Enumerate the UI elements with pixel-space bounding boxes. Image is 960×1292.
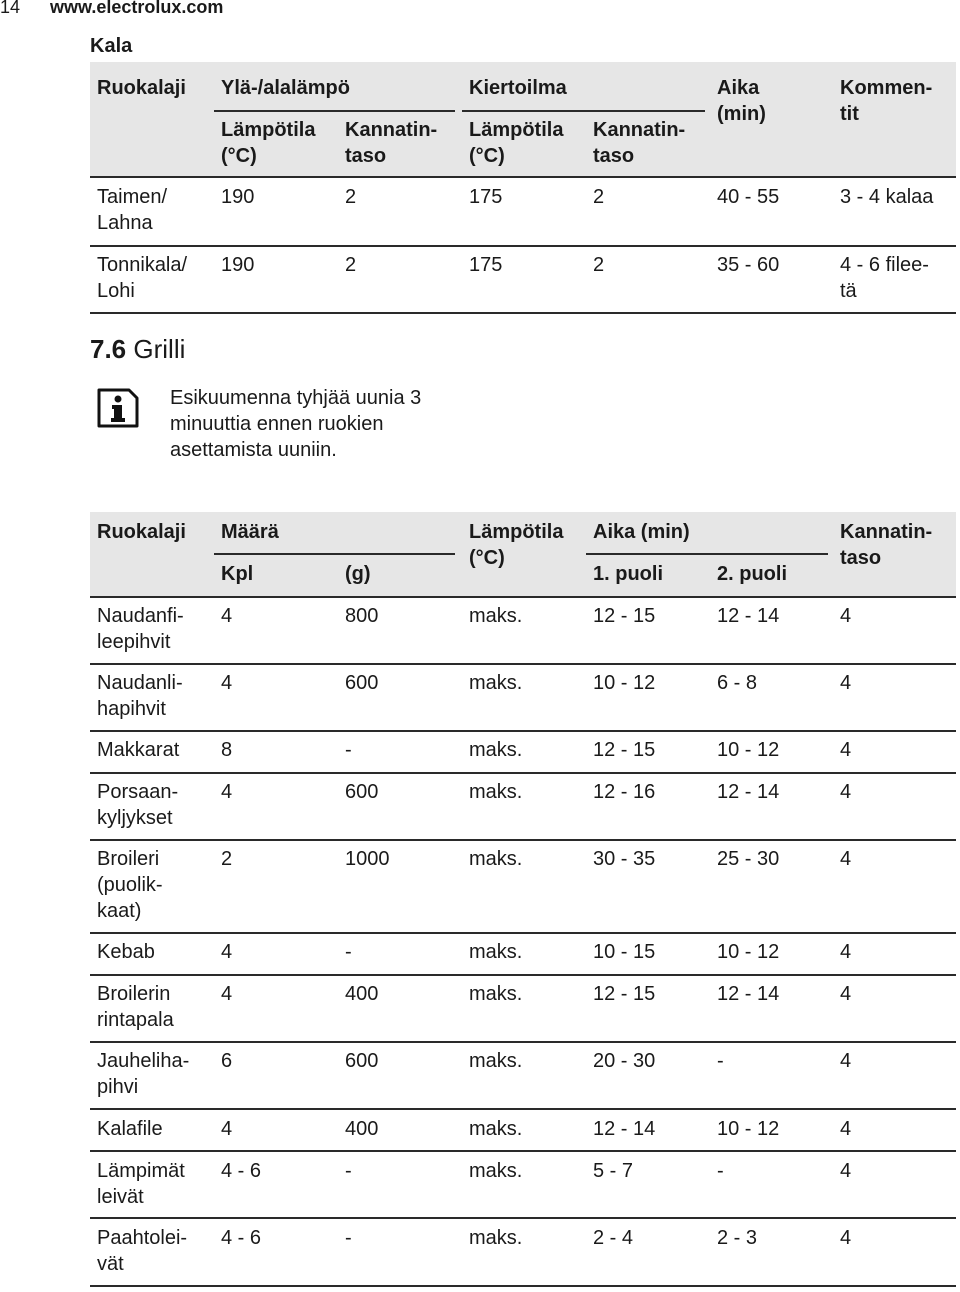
grill-temp: maks. — [469, 1050, 523, 1072]
grill-temp: maks. — [469, 941, 523, 963]
fish-level-conventional: 2 — [345, 186, 357, 208]
col-header-level: taso — [345, 145, 387, 167]
grill-side2-time: 10 - 12 — [717, 739, 780, 761]
grill-food-name: Jauheliha- — [97, 1050, 190, 1072]
grill-side1-time: 20 - 30 — [593, 1050, 656, 1072]
grill-temp: maks. — [469, 1160, 523, 1182]
grill-pcs: 4 — [221, 605, 233, 627]
grill-side1-time: 12 - 15 — [593, 739, 656, 761]
col-header-level: Kannatin- — [593, 119, 686, 141]
grill-side1-time: 12 - 15 — [593, 983, 656, 1005]
grill-side2-time: 12 - 14 — [717, 983, 780, 1005]
grill-temp: maks. — [469, 672, 523, 694]
grill-temp: maks. — [469, 983, 523, 1005]
grill-food-name: Naudanfi- — [97, 605, 184, 627]
grill-pcs: 4 - 6 — [221, 1160, 262, 1182]
grill-pcs: 8 — [221, 739, 233, 761]
grill-grams: 1000 — [345, 848, 390, 870]
col-header-time: Aika (min) — [593, 521, 690, 543]
grill-level: 4 — [840, 1160, 852, 1182]
grill-temp: maks. — [469, 1118, 523, 1140]
col-header-time: Aika — [717, 77, 760, 99]
grill-food-name: Broilerin — [97, 983, 171, 1005]
fish-food-name: Lahna — [97, 212, 153, 234]
col-header-comment: tit — [840, 103, 859, 125]
grill-grams: 600 — [345, 672, 379, 694]
col-header-time: (min) — [717, 103, 766, 125]
grill-side2-time: 2 - 3 — [717, 1227, 758, 1249]
fish-comment: 3 - 4 kalaa — [840, 186, 934, 208]
grill-info-note — [170, 385, 421, 463]
table-rule — [462, 110, 705, 112]
grill-pcs: 4 — [221, 1118, 233, 1140]
table-rule — [214, 110, 455, 112]
grill-side2-time: 12 - 14 — [717, 781, 780, 803]
table-rule — [90, 1217, 956, 1219]
table-rule — [90, 245, 956, 247]
info-icon — [95, 388, 139, 428]
grill-pcs: 4 — [221, 941, 233, 963]
fish-food-name: Lohi — [97, 280, 135, 302]
grill-food-name: leivät — [97, 1186, 144, 1208]
grill-side2-time: 25 - 30 — [717, 848, 780, 870]
grill-food-name: kyljykset — [97, 807, 173, 829]
table-rule — [90, 312, 956, 314]
grill-grams: 400 — [345, 1118, 379, 1140]
grill-pcs: 4 — [221, 983, 233, 1005]
grill-pcs: 2 — [221, 848, 233, 870]
col-header-temp: (°C) — [469, 547, 505, 569]
col-header-amount: Määrä — [221, 521, 279, 543]
fish-temp-conventional: 190 — [221, 254, 255, 276]
grill-level: 4 — [840, 739, 852, 761]
table-rule — [90, 839, 956, 841]
grill-temp: maks. — [469, 848, 523, 870]
grill-food-name: Makkarat — [97, 739, 180, 761]
grill-food-name: (puolik- — [97, 874, 163, 896]
grill-food-name: Kebab — [97, 941, 155, 963]
grill-section-heading — [90, 334, 185, 365]
col-header-temp: Lämpötila — [469, 119, 564, 141]
grill-food-name: vät — [97, 1253, 124, 1275]
col-header-pcs: Kpl — [221, 563, 254, 585]
info-line: minuuttia ennen ruokien — [170, 413, 384, 435]
table-rule — [586, 553, 828, 555]
grill-side1-time: 5 - 7 — [593, 1160, 634, 1182]
fish-time: 40 - 55 — [717, 186, 780, 208]
grill-grams: - — [345, 1227, 352, 1249]
fish-comment: 4 - 6 filee- — [840, 254, 929, 276]
grill-food-name: Kalafile — [97, 1118, 163, 1140]
fish-level-conventional: 2 — [345, 254, 357, 276]
fish-time: 35 - 60 — [717, 254, 780, 276]
grill-grams: 800 — [345, 605, 379, 627]
table-rule — [90, 932, 956, 934]
grill-food-name: hapihvit — [97, 698, 166, 720]
col-header-conventional: Ylä-/alalämpö — [221, 77, 350, 99]
col-header-side2: 2. puoli — [717, 563, 787, 585]
table-rule — [90, 974, 956, 976]
fish-food-name: Tonnikala/ — [97, 254, 188, 276]
grill-side1-time: 12 - 16 — [593, 781, 656, 803]
col-header-comment: Kommen- — [840, 77, 933, 99]
grill-food-name: Naudanli- — [97, 672, 183, 694]
grill-grams: 600 — [345, 781, 379, 803]
grill-side2-time: 10 - 12 — [717, 941, 780, 963]
col-header-level: taso — [593, 145, 635, 167]
grill-food-name: Lämpimät — [97, 1160, 185, 1182]
col-header-food: Ruokalaji — [97, 521, 186, 543]
grill-level: 4 — [840, 1050, 852, 1072]
fish-temp-fan: 175 — [469, 186, 503, 208]
grill-level: 4 — [840, 1227, 852, 1249]
fish-temp-fan: 175 — [469, 254, 503, 276]
grill-level: 4 — [840, 672, 852, 694]
grill-food-name: Porsaan- — [97, 781, 179, 803]
grill-side1-time: 10 - 15 — [593, 941, 656, 963]
col-header-level: Kannatin- — [840, 521, 933, 543]
grill-temp: maks. — [469, 739, 523, 761]
col-header-temp: Lämpötila — [469, 521, 564, 543]
grill-level: 4 — [840, 1118, 852, 1140]
grill-side1-time: 2 - 4 — [593, 1227, 634, 1249]
grill-temp: maks. — [469, 1227, 523, 1249]
info-line: asettamista uuniin. — [170, 439, 337, 461]
grill-food-name: Broileri — [97, 848, 160, 870]
grill-grams: 400 — [345, 983, 379, 1005]
grill-section-title: Grilli — [133, 334, 186, 364]
table-rule — [90, 1285, 956, 1287]
table-rule — [90, 176, 956, 178]
grill-level: 4 — [840, 983, 852, 1005]
grill-side1-time: 12 - 15 — [593, 605, 656, 627]
grill-side2-time: 10 - 12 — [717, 1118, 780, 1140]
grill-side2-time: - — [717, 1160, 724, 1182]
grill-food-name: kaat) — [97, 900, 142, 922]
col-header-side1: 1. puoli — [593, 563, 663, 585]
grill-food-name: pihvi — [97, 1076, 139, 1098]
table-rule — [214, 553, 455, 555]
page-number: 14 — [0, 0, 21, 17]
grill-side1-time: 12 - 14 — [593, 1118, 656, 1140]
fish-temp-conventional: 190 — [221, 186, 255, 208]
grill-temp: maks. — [469, 605, 523, 627]
fish-table-title: Kala — [90, 35, 133, 57]
table-rule — [90, 1150, 956, 1152]
grill-level: 4 — [840, 781, 852, 803]
grill-temp: maks. — [469, 781, 523, 803]
grill-side2-time: 6 - 8 — [717, 672, 758, 694]
grill-grams: - — [345, 1160, 352, 1182]
col-header-temp: (°C) — [469, 145, 505, 167]
col-header-temp: (°C) — [221, 145, 257, 167]
table-rule — [90, 663, 956, 665]
table-rule — [90, 1108, 956, 1110]
col-header-fan: Kiertoilma — [469, 77, 567, 99]
table-rule — [90, 596, 956, 598]
info-line: Esikuumenna tyhjää uunia 3 — [170, 387, 422, 409]
grill-grams: - — [345, 739, 352, 761]
fish-comment: tä — [840, 280, 857, 302]
col-header-level: Kannatin- — [345, 119, 438, 141]
col-header-food: Ruokalaji — [97, 77, 186, 99]
grill-side2-time: - — [717, 1050, 724, 1072]
fish-level-fan: 2 — [593, 186, 605, 208]
grill-section-number: 7.6 — [90, 334, 127, 364]
grill-side2-time: 12 - 14 — [717, 605, 780, 627]
grill-side1-time: 30 - 35 — [593, 848, 656, 870]
grill-food-name: leepihvit — [97, 631, 171, 653]
site-url: www.electrolux.com — [50, 0, 224, 17]
grill-pcs: 4 — [221, 672, 233, 694]
grill-level: 4 — [840, 941, 852, 963]
fish-level-fan: 2 — [593, 254, 605, 276]
col-header-temp: Lämpötila — [221, 119, 316, 141]
table-rule — [90, 730, 956, 732]
grill-food-name: rintapala — [97, 1009, 174, 1031]
grill-level: 4 — [840, 605, 852, 627]
grill-level: 4 — [840, 848, 852, 870]
grill-food-name: Paahtolei- — [97, 1227, 188, 1249]
col-header-grams: (g) — [345, 563, 371, 585]
grill-grams: - — [345, 941, 352, 963]
grill-pcs: 4 — [221, 781, 233, 803]
grill-pcs: 4 - 6 — [221, 1227, 262, 1249]
table-rule — [90, 1041, 956, 1043]
col-header-level: taso — [840, 547, 882, 569]
grill-side1-time: 10 - 12 — [593, 672, 656, 694]
fish-food-name: Taimen/ — [97, 186, 168, 208]
grill-pcs: 6 — [221, 1050, 233, 1072]
table-rule — [90, 772, 956, 774]
grill-grams: 600 — [345, 1050, 379, 1072]
